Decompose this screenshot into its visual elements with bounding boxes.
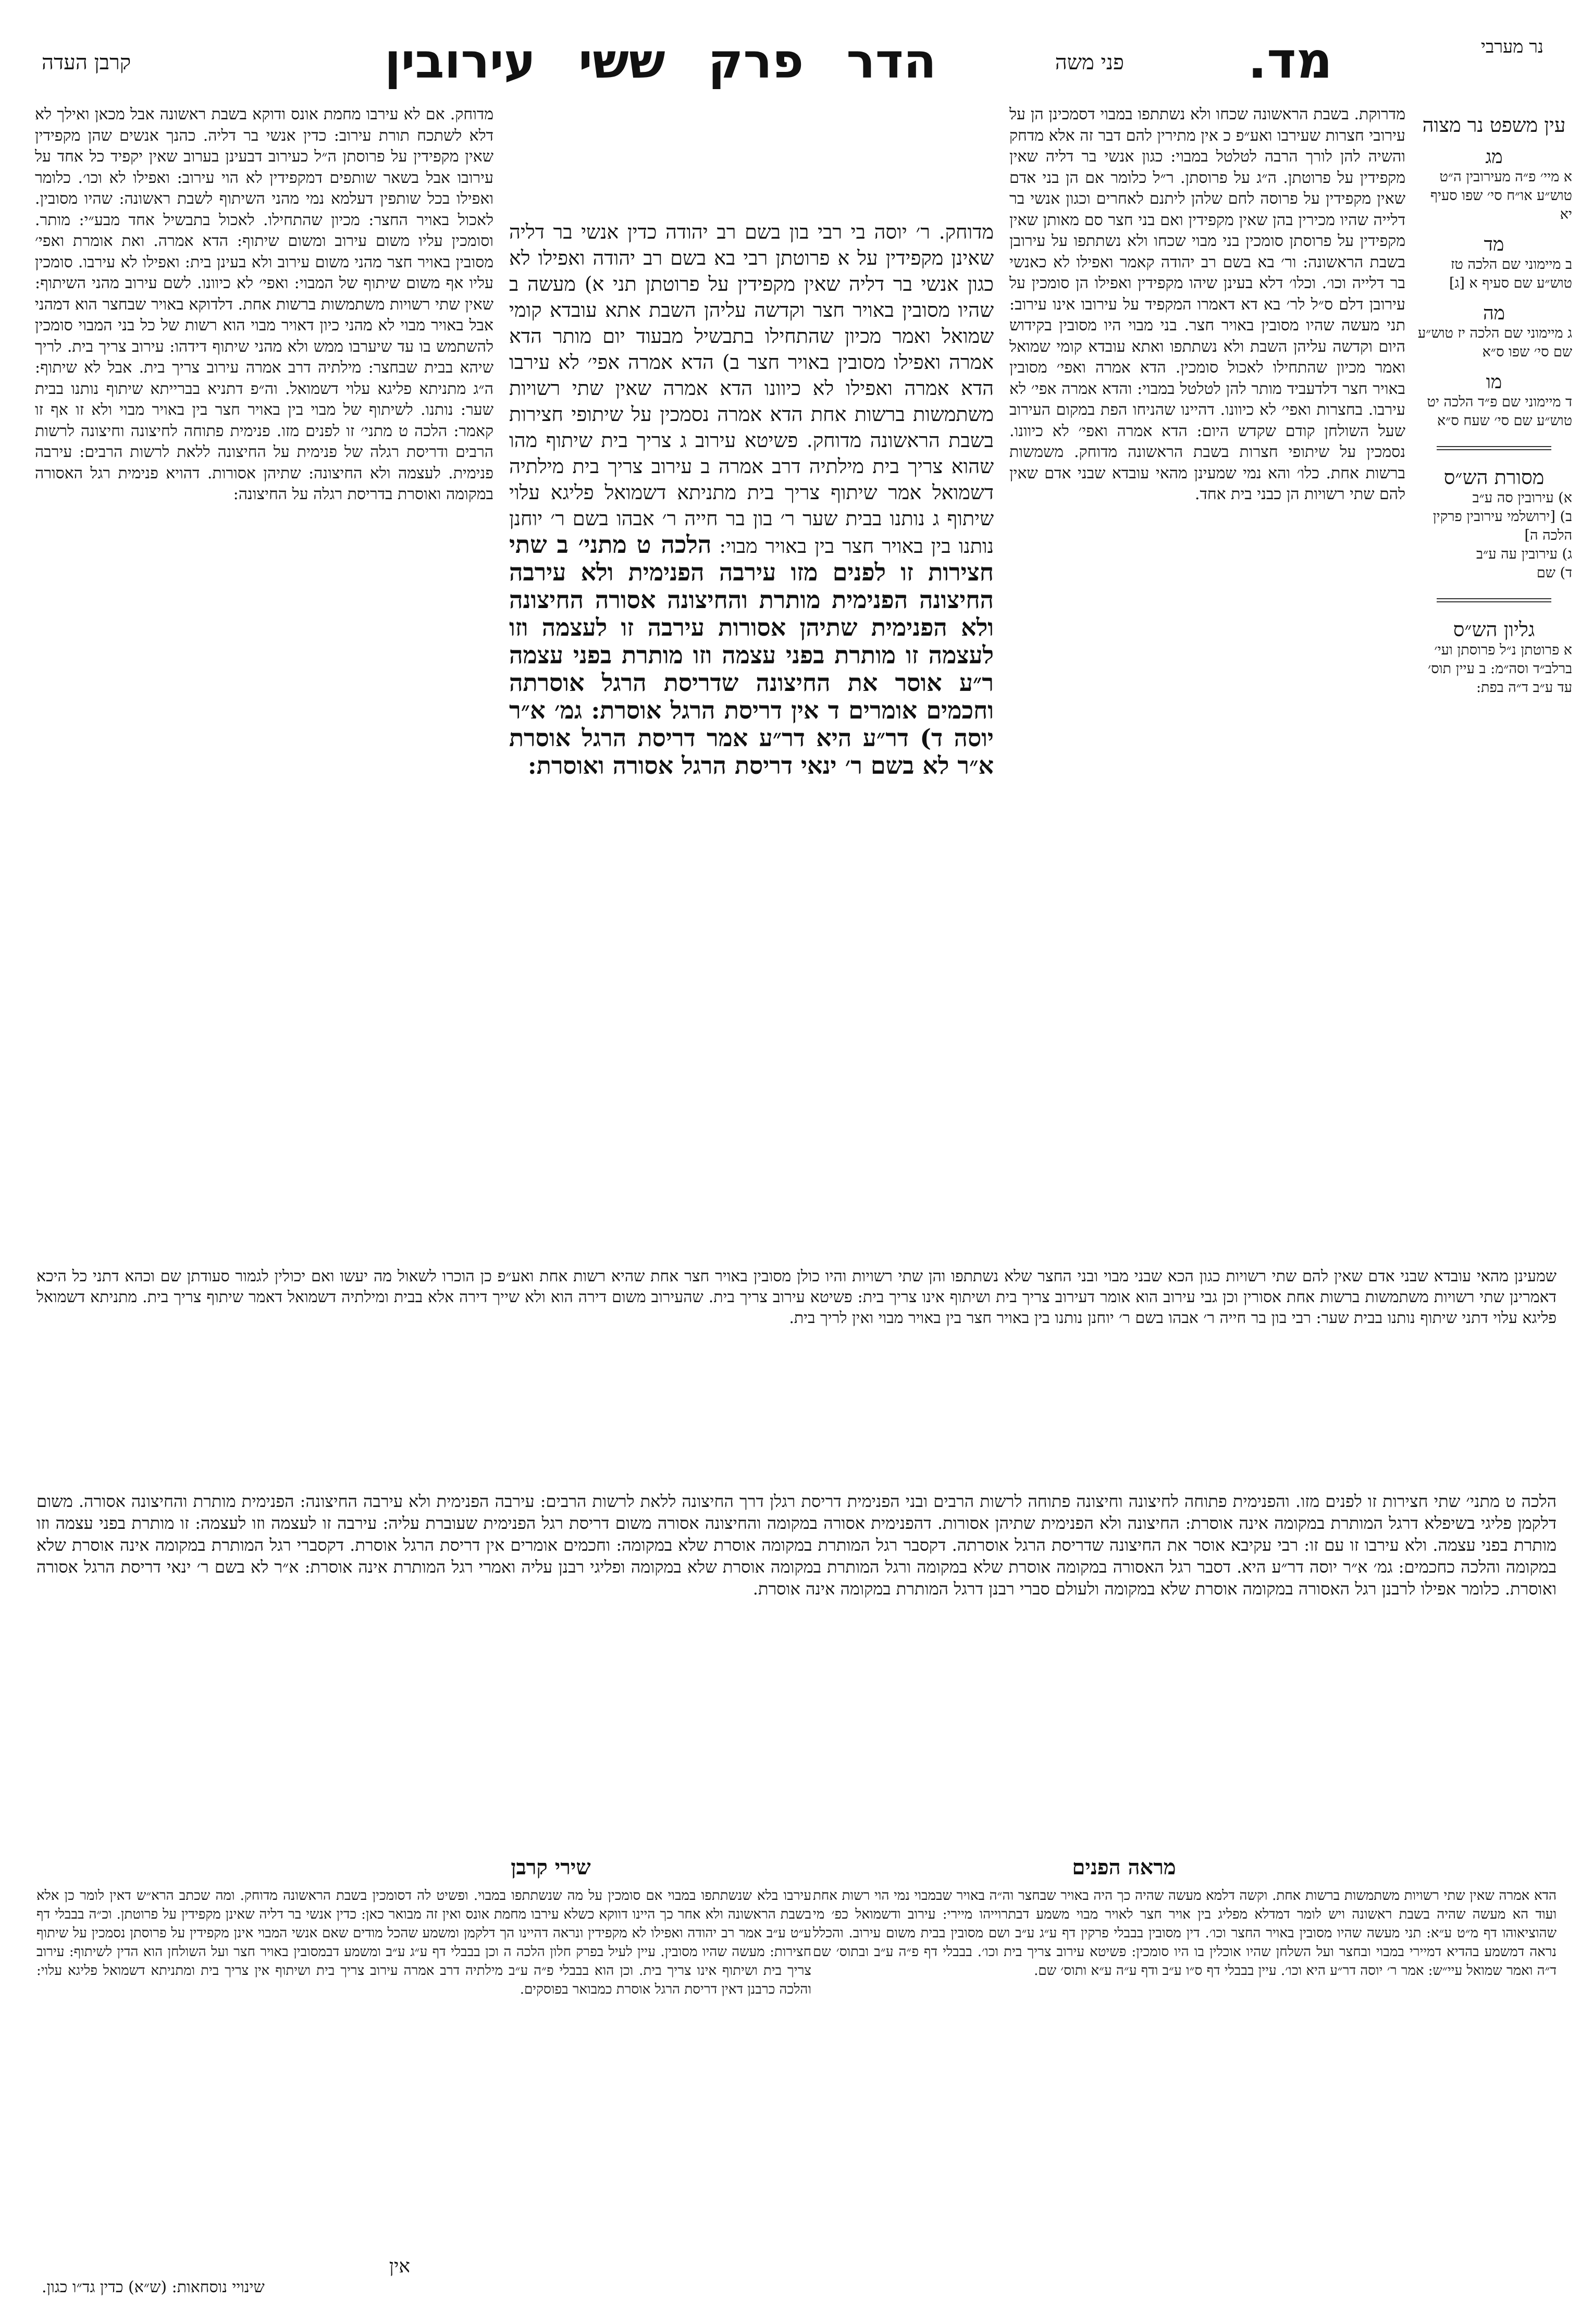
shirei-korban-title: שירי קרבן (511, 1855, 591, 1880)
korban-text: מדוחק. אם לא עירבו מחמת אונס ודוקא בשבת ראשונה אבל מכאן ואילך לא דלא לשתכח תורת עירוב: כדין אנשי בר דליה. כהנך אנשים שהן מקפידין שאין מקפידין על פרוסתן ה״ל כעירוב דבעינן בערוב שאין יקפיד כל אחד על עירובו אבל בשאר שותפים דמקפידין לא הוי עירוב: ואפילו לא וכו׳. כלומר ואפילו בכל שותפין דעלמא נמי מהני השיתוף לשבת ראשונה: שהיו מסובין. לאכול באויר החצר: מכיון שהתחילו. לאכול בתבשיל אחד מבע״י: מותר. וסומכין עליו משום עירוב ומשום שיתוף: הדא אמרה. ואת אומרת ואפי׳ מסובין באויר חצר מהני משום עירוב ולא בעינן בית: ואפילו לא עירבו. סומכין עליו אף משום שיתוף של המבוי: ואפי׳ לא כיוונו. לשם עירוב מהני השיתוף: שאין שתי רשויות משתמשות ברשות אחת. דלדוקא באויר שבחצר הוא דמהני אבל באויר מבוי לא מהני כיון דאויר מבוי הוא רשות של כל בני המבוי סומכין להשתמש בו עד שיערבו ממש ולא מהני שיתוף דידהו: עירוב צריך בית. לריך שיהא בבית שבחצר: מילתיה דרב אמרה עירוב צריך בית. אבל לא שיתוף: ה״ג מתניתא פליגא עלוי דשמואל. וה״פ דתניא בברייתא שיתוף נותנו בבית שער: נותנו. לשיתוף של מבוי בין באויר חצר בין באויר מבוי ולא זו אף זו קאמר: (35, 105, 493, 440)
ref-number: מד (1484, 234, 1504, 255)
page-header (0, 31, 1593, 99)
ref-text: ג מיימוני שם הלכה יז טוש״ע שם סי׳ שפו ס״א (1417, 325, 1572, 360)
pnei-moshe-column: מדרוקת. בשבת הראשונה שכחו ולא נשתתפו במבוי דסמכינן הן על עירובי חצרות שעירבו ואע״פ כ אין מתירין להם דבר זה אלא מדחק והשיה להן לורך הרבה לטלטל במבוי: כגון אנשי בר דליה שאין מקפידין על פרוטתן. ה״ג על פרוסתן. ר״ל כלומר אם הן בני אדם שאין מקפידין על פרוסה לחם שלהן ליתנם לאחרים וכגון אנשי בר דלייה שהיו מכירין בהן שאין מקפידין ואם בני חצר סם מאותן שאין מקפידין על פרוסתן סומכין בני מבוי שכחו ולא נשתתפו על עירובן בשבת הראשונה: ור׳ בא בשם רב יהודה קאמר ואפילו לא כאנשי בר דלייה וכו׳. וכלו׳ דלא בעינן שיהו מקפידין ואפילו הן סומכין על עירובן דלם ס״ל לר׳ בא דא דאמרו המקפיד על עירובו אינו עירוב: תני מעשה שהיו מסובין באויר חצר. בני מבוי היו מסובין בקידוש היום וקדשה עליהן השבת ולא נשתתפו ואתא עובדא קומי שמואל ואמר מכיון שהתחילו לאכול סומכין. הדא אמרה ואפי׳ מסובין באויר חצר דלדעביד מותר להן לטלטל במבוי: והדא אמרה אפי׳ לא עירבו. בחצרות ואפי׳ לא כיוונו. דהיינו שהניחו הפת במקום העירוב שעל השולחן קודם שקדש היום: הדא אמרה ואפי׳ לא כיוונו. נסמכין על שיתופי חצרות בשבת הראשונה מדוחק. משמשות ברשות אחת. כלו׳ והא נמי שמעינן מהאי עובדא שבני אדם שאין להם שתי רשויות הן כבני בית אחד. (1009, 105, 1405, 503)
ref-text: א מיי׳ פ״ה מעירובין ה״ט טוש״ע או״ח סי׳ שפו סעיף יא (1430, 169, 1572, 222)
page-footer (42, 2256, 1557, 2314)
catchword: אין (389, 2256, 410, 2277)
page-number: מד. (1248, 31, 1332, 90)
masoret-title: מסורת הש״ס (1443, 466, 1545, 489)
nusach-label: שינויי נוסחאות: (171, 2278, 265, 2296)
wide-commentary: הלכה ט מתני׳ שתי חצירות זו לפנים מזו. והפנימית פתוחה לחיצונה וחיצונה פתוחה לרשות הרבים ובני הפנימית דריסת רגלן דרך החיצונה ללאת לרשות הרבים: עירבה הפנימית ולא עירבה החיצונה: הפנימית מותרת והחיצונה אסורה. משום דלקמן פליגי בשיפלא דרגל המותרת במקומה אינה אוסרת: החיצונה ולא הפנימית שתיהן אסורות. דהפנימית אסורה במקומה והחיצונה אסורה משום דריסת רגל הפנימית שעוברת עליה: עירבה זו לעצמה וזו לעצמה: זו מותרת בפני עצמה וזו מותרת בפני עצמה. ולא עירבו זו עם זו: רבי עקיבא אוסר את החיצונה שדריסת הרגל אוסרתה. דקסבר רגל המותרת במקומה אוסרת שלא במקומה: וחכמים אומרים אין דריסת הרגל אוסרת. דקסברי רגל המותרת במקומה אינה אוסרת שלא במקומה והלכה כחכמים: גמ׳ א״ר יוסה דר״ע היא. דסבר רגל האסורה במקומה אוסרת שלא במקומה ורגל המותרת במקומה אוסרת שלא במקומה ופליגי רבנן עליה ואמרי רגל המותרת אינה אוסרת: א״ר לא בשם ר׳ ינאי דריסת הרגל אסורה ואוסרת. כלומר אפילו לרבנן רגל האסורה במקומה אוסרת שלא במקומה ולעולם סברי רבנן דרגל המותרת במקומה אינה אוסרת. (36, 1491, 1557, 1599)
shirei-korban-text: הדא אמרה שאין שתי רשויות משתמשות ברשות אחת. וקשה דלמא מעשה שהיה כך היה באויר שבחצר וה״ה באויר שבמבוי נמי הוי רשות אחת ועוד הא מעשה שהיה בשבת ראשונה ויש לומר דמדלא מפליג בין אויר חצר לאויר מבוי משמע דבתרוייהו מיירי: עירוב ודשמואל כפ׳ מי שהוציאוהו דף מ״ט ע״א: תני מעשה שהיו מסובין באויר החצר וכו׳. דין מסובין בבבלי פרקין דף ע״ג ע״ב ושם מסובין בבית משום עירוב. והכלל נראה דמשמע בהדיא דמיירי במבוי ובחצר ועל השלחן שהיו אוכלין בו היו סומכין: פשיטא עירוב צריך בית וכו׳. בבבלי דף פ״ה ע״ב ובתוס׳ שם ד״ה ואמר שמואל עיי״ש: אמר ר׳ יוסה דר״ע היא וכו׳. עיין בבבלי דף ס״ו ע״ב ודף ע״ה ע״א ותוס׳ שם. (813, 1888, 1557, 1979)
mareh-hapanim-text: עירבו בלא שנשתתפו במבוי אם סומכין על מה שנשתתפו במבוי. ופשיט לה דסומכין בשבת הראשונה מדוחק. ומה שכתב הרא״ש דאין לומר כן אלא בשבת הראשונה ולא אחר כך היינו דווקא כשלא עירבו מחמת אונס ואין זה מבואר כאן: כדין אנשי בר דליה שאינן מקפידין על פרוטתן. וכ״ה בבבלי דף ע״ט ע״ב אמר רב יהודה ואפילו לא מקפידין ונראה דהיינו הך דלקמן ומשמע שהכל מודים שאם אנשי המבוי אינן מקפידין על פרוסתן נסמכין על שיתוף חצירות: מעשה שהיו מסובין. עיין לעיל בפרק חלון הלכה ה וכן בבבלי דף ע״ג ע״ב ומשמע דבמסובין באויר חצר ועל השולחן הוא הדין לשיתוף: עירוב צריך בית ושיתוף אינו צריך בית. וכן הוא בבבלי פ״ה ע״ב מילתיה דרב אמרה עירוב צריך בית ושיתוף אין צריך בית ומתניתא דשמואל פליגא עלוי: והלכה כרבנן דאין דריסת הרגל אוסרת כמבואר בפוסקים. (36, 1888, 811, 1997)
mareh-hapanim-title: מראה הפנים (1072, 1855, 1176, 1880)
korban-haedah-column (35, 104, 493, 1251)
divider (1437, 446, 1551, 450)
masoret-item: ב) [ירושלמי עירובין פרקין הלכה ה] (1433, 509, 1572, 543)
gemara-opening (509, 104, 994, 214)
gilyon-title: גליון הש״ס (1453, 618, 1535, 641)
continued-commentary: שמעינן מהאי עובדא שבני אדם שאין להם שתי רשויות כגון הכא שבני מבוי ובני החצר שלא נשתתפו והן שתי רשויות והיו כולן מסובין באויר חצר אחת שהיא רשות אחת ואע״פ כן הוכרו לשאול מה יעשו ואם יכולין לגמור סעודתן שם וכהא דתני כל היכא דאמרינן שתי רשויות משתמשות ברשות אחת אסורין וכן גבי עירוב הוא אומר דעירוב צריך בית ושיתוף אינו צריך בית: פשיטא עירוב צריך בית. שהעירוב משום דירה הוא ולא שייך דירה אלא בבית ומילתיה דשמואל דאמר שיתוף צריך בית. מתניתא דשמואל פליגא עלוי דתני שיתוף נותנו בבית שער: רבי בון בר חייה ר׳ אבהו בשם ר׳ יוחנן נותנו בין באויר חצר בין באויר מבוי ואין לריך בית. (36, 1267, 1557, 1327)
ner-maaravi-label: נר מערבי (1481, 36, 1543, 57)
ein-mishpat-title: עין משפט נר מצוה (1422, 114, 1566, 137)
nusach-text: (ש״א) כדין גד״ו כגון. (42, 2278, 167, 2296)
gilyon-text: א פרוטתן נ״ל פרוסתן ועי׳ ברלב״ד וסה״מ: ב עיין תוס׳ עד ע״ב ד״ה בפת: (1428, 642, 1572, 696)
korban-halacha-text: הלכה ט מתני׳ זו לפנים מזו. פנימית פתוחה לחיצונה וחיצונה לרשות הרבים ודריסת רגלה של פנימית על החיצונה ללאת לרשות הרבים: עירבה פנימית. לעצמה ולא החיצונה: שתיהן אסורות. דהויא פנימית רגל האסורה במקומה ואוסרת בדריסת רגלה על החיצונה: (35, 422, 493, 503)
pnei-moshe-heading: פני משה (1055, 51, 1124, 75)
ref-number: מו (1486, 372, 1502, 393)
ref-text: ד מיימוני שם פ״ד הלכה יט טוש״ע שם סי׳ שעח ס״א (1427, 394, 1572, 429)
masoret-item: ג) עירובין עה ע״ב (1476, 546, 1572, 562)
main-text-column (509, 219, 994, 1021)
ref-number: מג (1485, 146, 1503, 168)
nusach-note (42, 2277, 265, 2298)
margin-notes (1416, 109, 1572, 697)
divider (1437, 598, 1551, 602)
ref-number: מה (1483, 303, 1505, 324)
masoret-item: א) עירובין סה ע״ב (1472, 490, 1572, 506)
masoret-item: ד) שם (1536, 565, 1572, 581)
mishnah-text: הלכה ט מתני׳ ב שתי חצירות זו לפנים מזו עירבה הפנימית ולא עירבה החיצונה הפנימית מותרת והחיצונה אסורה החיצונה ולא הפנימית שתיהן אסורות עירבה זו לעצמה וזו לעצמה זו מותרת בפני עצמה וזו מותרת בפני עצמה ר״ע אוסר את החיצונה שדריסת הרגל אוסרתה וחכמים אומרים ד אין דריסת הרגל אוסרת: גמ׳ א״ר יוסה ד) דר״ע היא דר״ע אמר דריסת הרגל אוסרת א״ר לא בשם ר׳ ינאי דריסת הרגל אסורה ואוסרת: (509, 530, 994, 780)
korban-haedah-heading: קרבן העדה (42, 51, 131, 75)
tractate-title: הדר פרק ששי עירובין (384, 33, 936, 89)
ref-text: ב מיימוני שם הלכה טז טוש״ע שם סעיף א [ג] (1449, 256, 1572, 291)
gemara-text: מדוחק. ר׳ יוסה בי רבי בון בשם רב יהודה כדין אנשי בר דליה שאינן מקפידין על א פרוטתן רבי בא בשם רב יהודה ואפילו לא כגון אנשי בר דליה שאין מקפידין על פרוטתן תני א) מעשה ב שהיו מסובין באויר חצר וקדשה עליהן השבת אתא עובדא קומי שמואל ואמר מכיון שהתחילו בתבשיל מבעוד יום מותר הדא אמרה ואפילו מסובין באויר חצר ב) הדא אמרה אפי׳ לא עירבו הדא אמרה ואפילו לא כיוונו הדא אמרה שאין שתי רשויות משתמשות ברשות אחת הדא אמרה נסמכין על שיתופי חצירות בשבת הראשונה מדוחק. פשיטא עירוב ג צריך בית שיתוף מהו שהוא צריך בית מילתיה דרב אמרה ב עירוב צריך בית מילתיה דשמואל אמר שיתוף צריך בית מתניתא דשמואל פליגא עלוי שיתוף ג נותנו בבית שער ר׳ בון בר חייה ר׳ אבהו בשם ר׳ יוחנן נותנו בין באויר חצר בין באויר מבוי: (509, 220, 994, 558)
